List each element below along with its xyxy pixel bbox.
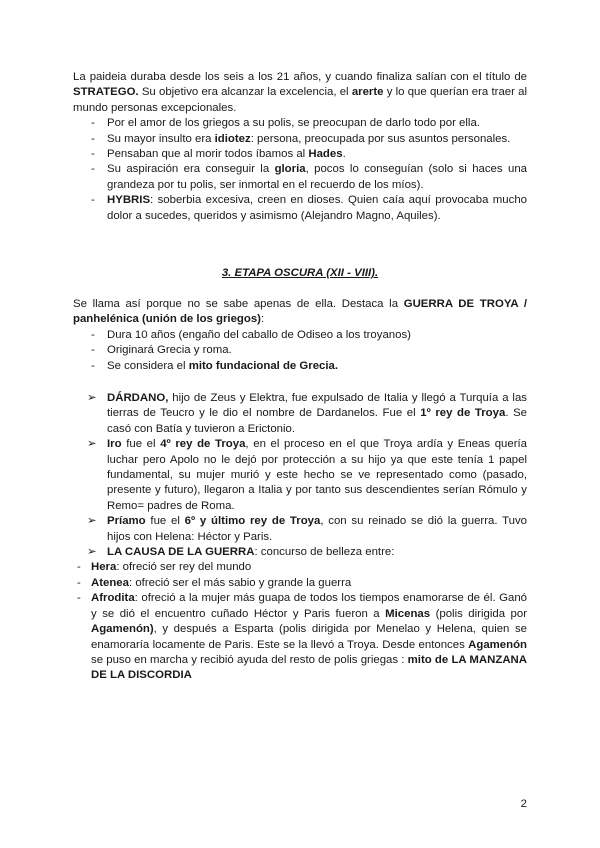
list-item-causa: ➢ LA CAUSA DE LA GUERRA: concurso de belleza entre: — [73, 545, 527, 560]
arrow-bullet-icon: ➢ — [87, 546, 97, 559]
text: y lo que querían era traer al mundo personas excepcionales. — [73, 86, 528, 114]
list-item-priamo: ➢ Príamo fue el 6º y último rey de Troya, con su reinado se dió la guerra. Tuvo hijos con Helena: Héctor y Paris. — [87, 515, 527, 543]
greek-values-list — [73, 116, 527, 224]
list-item: - Se considera el mito fundacional de Grecia. — [73, 359, 527, 374]
list-item-hera: - Hera: ofreció ser rey del mundo — [73, 560, 527, 575]
list-item: - HYBRIS: soberbia excesiva, creen en dioses. Quien caía aquí provocaba mucho dolor a sucedes, queridos y asimismo (Alejandro Magno, Aquiles). — [73, 193, 527, 224]
list-item: - Originará Grecia y roma. — [73, 343, 527, 358]
list-item-afrodita: - Afrodita: ofreció a la mujer más guapa de todos los tiempos enamorarse de él. Ganó y se dió el encuentro cuñado Héctor y Paris fueron a Micenas (polis dirigida por Agamenón), y después a Esparta (polis dirigida por Menelao y Helena, quien se enamoraría locamente de Paris. Este se la llevó a Troya. Desde entonces Agamenón se puso en marcha y recibió ayuda del resto de polis griegas : mito de LA MANZANA DE LA DISCORDIA — [73, 591, 527, 683]
kings-list — [73, 391, 527, 560]
list-item-iro: ➢ Iro fue el 4º rey de Troya, en el proceso en el que Troya ardía y Eneas quería luchar pero Apolo no le dejó por protección a su hijo ya que este tenía 1 papel fundamental, su mujer murió y este hecho se ve representado como (pasado, presente y futuro), llegaron a Italia y por tanto sus descendientes serían Rómulo y Remo= padres de Roma. — [87, 438, 527, 512]
section-intro: Se llama así porque no se sabe apenas de ella. Destaca la GUERRA DE TROYA / panhelénica (unión de los griegos): — [73, 298, 527, 326]
list-item: - Su mayor insulto era idiotez: persona, preocupada por sus asuntos personales. — [73, 132, 527, 147]
list-item: - Pensaban que al morir todos íbamos al Hades. — [73, 147, 527, 162]
list-item-atenea: - Atenea: ofreció ser el más sabio y grande la guerra — [73, 576, 527, 591]
list-item: - Su aspiración era conseguir la gloria, pocos lo conseguían (solo si haces una grandeza por tu polis, ser inmortal en el recuerdo de los míos). — [73, 162, 527, 193]
text: Su objetivo era alcanzar la excelencia, el — [138, 86, 352, 99]
intro-section — [73, 70, 527, 224]
troy-war-list — [73, 328, 527, 374]
arrow-bullet-icon: ➢ — [87, 392, 97, 404]
page-number: 2 — [520, 798, 527, 810]
term-stratego: STRATEGO. — [73, 86, 139, 99]
section-heading: 3. ETAPA OSCURA (XII - VIII). — [221, 267, 379, 279]
goddesses-list — [73, 560, 527, 683]
kings-section — [73, 391, 527, 684]
list-item-dardano: ➢ DÁRDANO, hijo de Zeus y Elektra, fue expulsado de Italia y llegó a Turquía a las tierras de Teucro y le dio el nombre de Dardanelos. Fue el 1º rey de Troya. Se casó con Batía y tuvieron a Erictonio. — [87, 392, 528, 435]
list-item: - Por el amor de los griegos a su polis, se preocupan de darlo todo por ella. — [73, 116, 527, 131]
arrow-bullet-icon: ➢ — [87, 515, 97, 528]
text: La paideia duraba desde los seis a los 21 años, y cuando finaliza salían con el título de — [73, 71, 527, 83]
list-item: - Dura 10 años (engaño del caballo de Odiseo a los troyanos) — [73, 328, 527, 343]
term-arerte: arerte — [351, 86, 384, 99]
arrow-bullet-icon: ➢ — [87, 438, 97, 451]
intro-paragraph — [73, 70, 527, 116]
dark-age-section — [73, 297, 527, 374]
